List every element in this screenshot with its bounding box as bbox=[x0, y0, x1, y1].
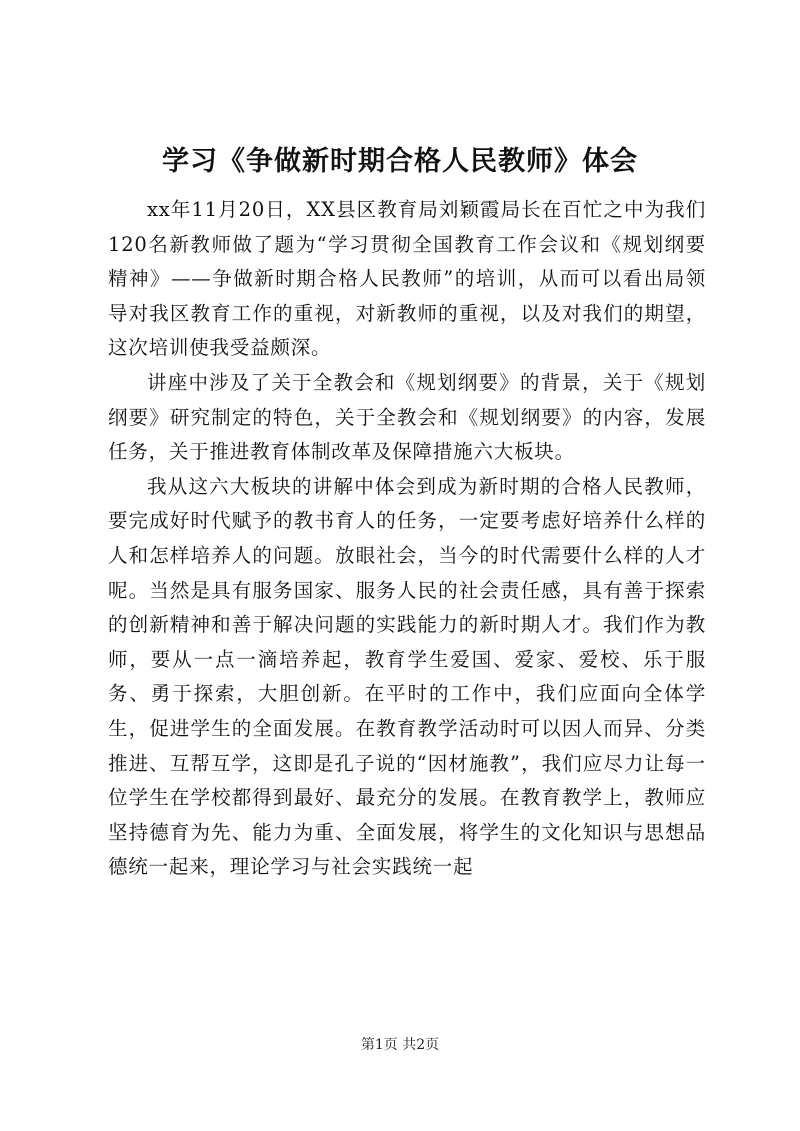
paragraph-intro: xx年11月20日，XX县区教育局刘颖霞局长在百忙之中为我们120名新教师做了题为“学习贯彻全国教育工作会议和《规划纲要精神》——争做新时期合格人民教师”的培训，从而可以看出局领导对我区教育工作的重视，对新教师的重视，以及对我们的期望，这次培训使我受益颇深。 bbox=[108, 198, 706, 360]
page-number-footer: 第1页 共2页 bbox=[360, 1037, 440, 1053]
paragraph-lecture-content: 讲座中涉及了关于全教会和《规划纲要》的背景，关于《规划纲要》研究制定的特色，关于全教会和《规划纲要》的内容，发展任务，关于推进教育体制改革及保障措施六大板块。 bbox=[108, 370, 706, 464]
document-title: 学习《争做新时期合格人民教师》体会 bbox=[162, 146, 638, 177]
document-body bbox=[108, 193, 706, 885]
paragraph-reflection: 我从这六大板块的讲解中体会到成为新时期的合格人民教师，要完成好时代赋予的教书育人的任务，一定要考虑好培养什么样的人和怎样培养人的问题。放眼社会，当今的时代需要什么样的人才呢。当然是具有服务国家、服务人民的社会责任感，具有善于探索的创新精神和善于解决问题的实践能力的新时期人才。我们作为教师，要从一点一滴培养起，教育学生爱国、爱家、爱校、乐于服务、勇于探索，大胆创新。在平时的工作中，我们应面向全体学生，促进学生的全面发展。在教育教学活动时可以因人而异、分类推进、互帮互学，这即是孔子说的“因材施教”，我们应尽力让每一位学生在学校都得到最好、最充分的发展。在教育教学上，教师应坚持德育为先、能力为重、全面发展，将学生的文化知识与思想品德统一起来，理论学习与社会实践统一起 bbox=[108, 474, 706, 879]
